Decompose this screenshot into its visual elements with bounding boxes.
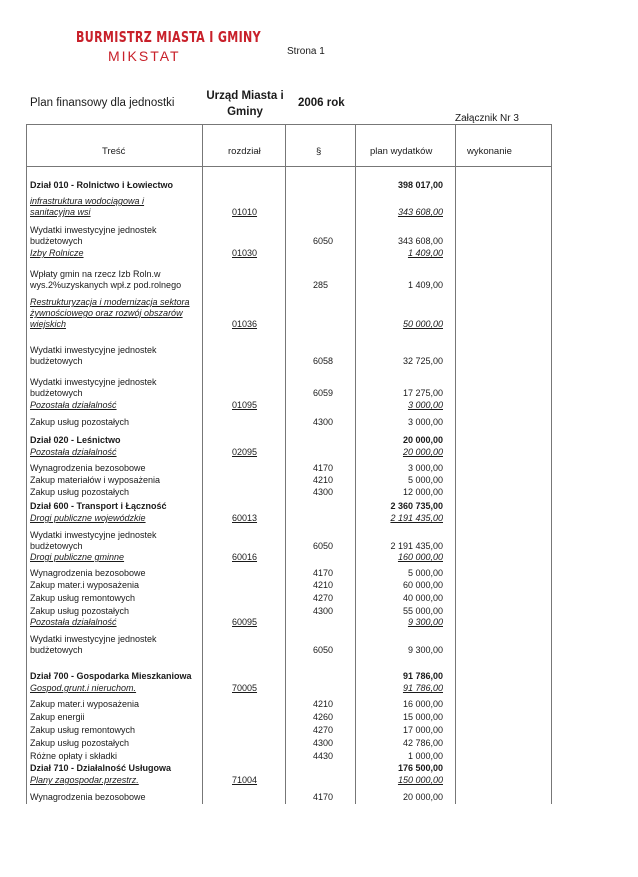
row-paragraf: 4210 [313, 475, 334, 485]
row-rozdzial: 71004 [232, 775, 258, 785]
stamp-line1: BURMISTRZ MIASTA I GMINY [76, 28, 261, 46]
plan-year: 2006 rok [298, 97, 345, 109]
row-plan-value: 1 000,00 [407, 751, 443, 761]
row-plan-value: 343 608,00 [397, 236, 443, 246]
row-paragraf: 4270 [313, 593, 334, 603]
row-paragraf: 6050 [313, 541, 334, 551]
row-plan-value: 3 000,00 [407, 417, 443, 427]
row-description: Pozostała działalność [30, 617, 117, 627]
row-description: wiejskich [30, 319, 67, 329]
row-plan-value: 1 409,00 [407, 248, 443, 258]
row-description: Gospod.grunt.i nieruchom. [30, 683, 137, 693]
row-plan-value: 9 300,00 [407, 645, 443, 655]
row-description: Wydatki inwestycyjne jednostek [30, 634, 157, 644]
row-plan-value: 343 608,00 [397, 207, 443, 217]
row-description: Wynagrodzenia bezosobowe [30, 568, 146, 578]
row-plan-value: 9 300,00 [407, 617, 443, 627]
row-plan-value: 176 500,00 [397, 763, 443, 773]
row-plan-value: 160 000,00 [397, 552, 443, 562]
row-plan-value: 12 000,00 [402, 487, 443, 497]
row-description: Dział 600 - Transport i Łączność [30, 501, 167, 511]
page-number: Strona 1 [287, 46, 325, 57]
row-description: Zakup usług pozostałych [30, 738, 130, 748]
row-paragraf: 6058 [313, 356, 334, 366]
row-plan-value: 1 409,00 [407, 280, 443, 290]
row-rozdzial: 01095 [232, 400, 258, 410]
row-rozdzial: 70005 [232, 683, 258, 693]
column-divider [202, 124, 203, 804]
office-name: Urząd Miasta i Gminy [206, 90, 284, 118]
row-description: Restrukturyzacja i modernizacja sektora [30, 297, 190, 307]
row-plan-value: 2 191 435,00 [390, 541, 443, 551]
col-header-plan: plan wydatków [370, 146, 433, 157]
row-plan-value: 17 275,00 [402, 388, 443, 398]
row-description: żywnościowego oraz rozwój obszarów [30, 308, 183, 318]
column-divider [355, 124, 356, 804]
row-description: wys.2%uzyskanych wpł.z pod.rolnego [30, 280, 182, 290]
row-description: budżetowych [30, 356, 83, 366]
row-description: Pozostała działalność [30, 447, 117, 457]
row-description: Zakup energii [30, 712, 85, 722]
row-paragraf: 4260 [313, 712, 334, 722]
row-description: Wydatki inwestycyjne jednostek [30, 225, 157, 235]
col-header-rozdzial: rozdział [228, 146, 261, 157]
row-paragraf: 6050 [313, 236, 334, 246]
row-description: Zakup mater.i wyposażenia [30, 699, 140, 709]
row-paragraf: 4300 [313, 738, 334, 748]
row-description: Wydatki inwestycyjne jednostek [30, 345, 157, 355]
row-plan-value: 20 000,00 [402, 792, 443, 802]
row-paragraf: 4430 [313, 751, 334, 761]
col-header-paragraf: § [316, 146, 322, 157]
row-description: Dział 700 - Gospodarka Mieszkaniowa [30, 671, 192, 681]
row-paragraf: 4210 [313, 699, 334, 709]
document-title: Plan finansowy dla jednostki [30, 97, 175, 109]
row-plan-value: 5 000,00 [407, 568, 443, 578]
row-description: Zakup usług remontowych [30, 593, 136, 603]
row-plan-value: 91 786,00 [402, 671, 443, 681]
row-rozdzial: 01010 [232, 207, 258, 217]
row-paragraf: 4170 [313, 792, 334, 802]
row-description: Pozostała działalność [30, 400, 117, 410]
row-description: sanitacyjna wsi [30, 207, 91, 217]
row-paragraf: 285 [313, 280, 329, 290]
row-paragraf: 4270 [313, 725, 334, 735]
row-description: budżetowych [30, 388, 83, 398]
row-plan-value: 32 725,00 [402, 356, 443, 366]
row-description: Zakup mater.i wyposażenia [30, 580, 140, 590]
row-plan-value: 2 360 735,00 [390, 501, 443, 511]
row-rozdzial: 01030 [232, 248, 258, 258]
row-plan-value: 15 000,00 [402, 712, 443, 722]
row-paragraf: 4300 [313, 417, 334, 427]
row-rozdzial: 60016 [232, 552, 258, 562]
row-paragraf: 4300 [313, 606, 334, 616]
row-description: Zakup usług remontowych [30, 725, 136, 735]
attachment-label: Załącznik Nr 3 [455, 113, 519, 124]
row-description: Wynagrodzenia bezosobowe [30, 463, 146, 473]
row-description: infrastruktura wodociągowa i [30, 196, 145, 206]
row-description: Wynagrodzenia bezosobowe [30, 792, 146, 802]
row-description: Dział 710 - Działalność Usługowa [30, 763, 172, 773]
stamp-line2: MIKSTAT [108, 48, 181, 64]
row-plan-value: 398 017,00 [397, 180, 443, 190]
row-plan-value: 55 000,00 [402, 606, 443, 616]
row-description: Zakup materiałów i wyposażenia [30, 475, 161, 485]
row-description: Różne opłaty i składki [30, 751, 118, 761]
row-plan-value: 3 000,00 [407, 463, 443, 473]
row-plan-value: 40 000,00 [402, 593, 443, 603]
column-divider [455, 124, 456, 804]
column-divider [285, 124, 286, 804]
row-description: Dział 010 - Rolnictwo i Łowiectwo [30, 180, 174, 190]
row-plan-value: 20 000,00 [402, 447, 443, 457]
row-rozdzial: 60013 [232, 513, 258, 523]
row-description: budżetowych [30, 645, 83, 655]
row-plan-value: 5 000,00 [407, 475, 443, 485]
row-description: budżetowych [30, 541, 83, 551]
row-plan-value: 42 786,00 [402, 738, 443, 748]
row-paragraf: 4300 [313, 487, 334, 497]
row-plan-value: 150 000,00 [397, 775, 443, 785]
row-paragraf: 6059 [313, 388, 334, 398]
row-plan-value: 60 000,00 [402, 580, 443, 590]
row-rozdzial: 02095 [232, 447, 258, 457]
row-description: Wydatki inwestycyjne jednostek [30, 530, 157, 540]
row-rozdzial: 60095 [232, 617, 258, 627]
row-plan-value: 3 000,00 [407, 400, 443, 410]
header-divider [26, 166, 552, 167]
row-description: Drogi publiczne gminne [30, 552, 125, 562]
row-rozdzial: 01036 [232, 319, 258, 329]
row-description: Zakup usług pozostałych [30, 417, 130, 427]
row-plan-value: 16 000,00 [402, 699, 443, 709]
row-plan-value: 91 786,00 [402, 683, 443, 693]
row-description: budżetowych [30, 236, 83, 246]
row-description: Wpłaty gmin na rzecz Izb Roln.w [30, 269, 161, 279]
row-description: Plany zagospodar.przestrz. [30, 775, 139, 785]
row-paragraf: 6050 [313, 645, 334, 655]
row-paragraf: 4210 [313, 580, 334, 590]
row-description: Dział 020 - Leśnictwo [30, 435, 121, 445]
row-paragraf: 4170 [313, 463, 334, 473]
col-header-wykonanie: wykonanie [467, 146, 512, 157]
row-description: Drogi publiczne wojewódzkie [30, 513, 146, 523]
row-description: Zakup usług pozostałych [30, 487, 130, 497]
row-plan-value: 17 000,00 [402, 725, 443, 735]
row-paragraf: 4170 [313, 568, 334, 578]
row-plan-value: 20 000,00 [402, 435, 443, 445]
col-header-tresc: Treść [102, 146, 126, 157]
row-description: Wydatki inwestycyjne jednostek [30, 377, 157, 387]
row-description: Izby Rolnicze [30, 248, 84, 258]
row-plan-value: 50 000,00 [402, 319, 443, 329]
row-plan-value: 2 191 435,00 [390, 513, 443, 523]
row-description: Zakup usług pozostałych [30, 606, 130, 616]
